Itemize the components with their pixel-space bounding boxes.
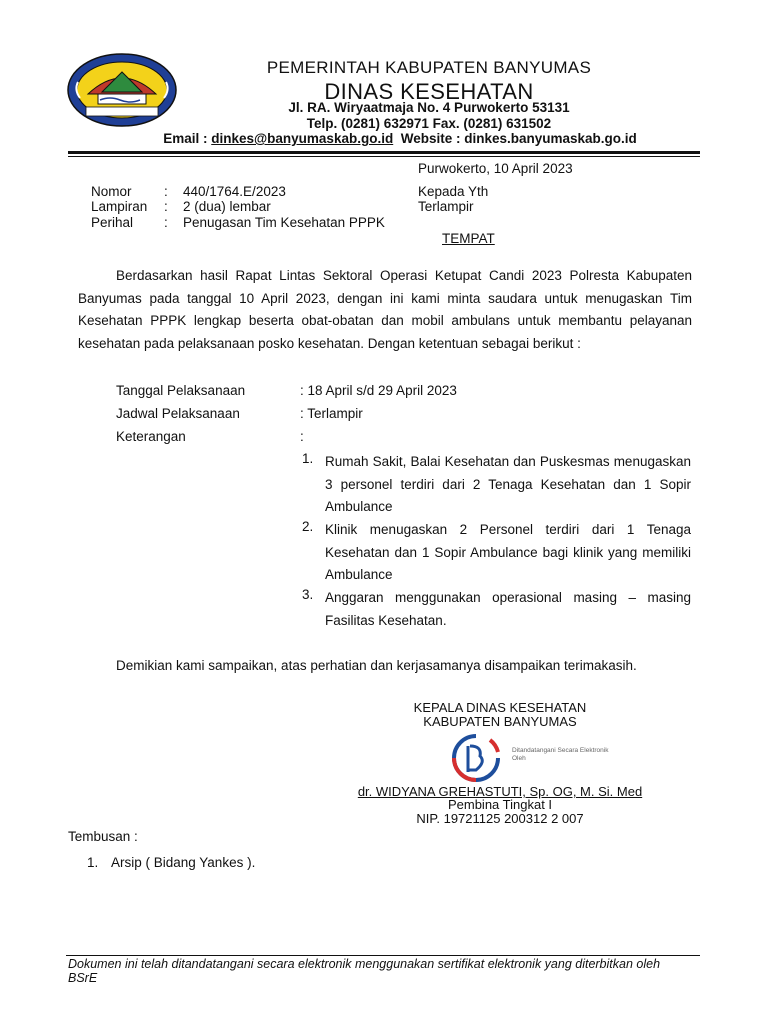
detail-value-tanggal: : 18 April s/d 29 April 2023 <box>300 383 457 398</box>
perihal-colon: : <box>164 215 168 230</box>
list-item: Klinik menugaskan 2 Personel terdiri dari 1 Tenaga Kesehatan dan 1 Sopir Ambulance bagi klinik yang memiliki Ambulance <box>325 522 691 583</box>
footer-rule <box>66 955 700 956</box>
list-item-number: 3. <box>302 587 314 602</box>
detail-label-tanggal: Tanggal Pelaksanaan <box>116 383 246 398</box>
letterhead-government: PEMERINTAH KABUPATEN BANYUMAS <box>266 58 592 77</box>
detail-label-jadwal: Jadwal Pelaksanaan <box>116 406 240 421</box>
detail-label-keterangan: Keterangan <box>116 429 186 444</box>
body-paragraph: Berdasarkan hasil Rapat Lintas Sektoral Operasi Ketupat Candi 2023 Polresta Kabupaten Banyumas pada tanggal 10 April 2023, dengan ini kami minta saudara untuk menugaskan Tim Kesehatan PPPK lengkap beserta obat-obatan dan mobil ambulans untuk membantu pelayanan kesehatan pada pelaksanaan posko kesehatan. Dengan ketentuan sebagai berikut : <box>78 268 692 351</box>
email-link[interactable]: dinkes@banyumaskab.go.id <box>211 131 394 146</box>
bsre-caption: Ditandatangani Secara Elektronik Oleh <box>512 747 609 762</box>
perihal-value: Penugasan Tim Kesehatan PPPK <box>183 215 385 230</box>
lampiran-value: 2 (dua) lembar <box>183 199 271 214</box>
recipient-place: TEMPAT <box>442 231 495 246</box>
list-item: Rumah Sakit, Balai Kesehatan dan Puskesmas menugaskan 3 personel terdiri dari 2 Tenaga Kesehatan dan 1 Sopir Ambulance <box>325 454 691 515</box>
letterhead-rule-thick <box>68 151 700 154</box>
detail-value-jadwal: : Terlampir <box>300 406 363 421</box>
recipient-greeting: Kepada Yth <box>418 184 489 199</box>
perihal-label: Perihal <box>91 215 134 230</box>
signer-rank: Pembina Tingkat I <box>447 797 553 812</box>
recipient-name: Terlampir <box>418 199 474 214</box>
footer-note: Dokumen ini telah ditandatangani secara elektronik menggunakan sertifikat elektronik yang diterbitkan oleh BSrE <box>68 957 661 985</box>
letterhead-agency: DINAS KESEHATAN <box>324 79 534 104</box>
signer-name: dr. WIDYANA GREHASTUTI, Sp. OG, M. Si. Med <box>357 784 643 799</box>
list-item-number: 2. <box>302 519 314 534</box>
email-label: Email : <box>163 131 212 146</box>
banyumas-seal-icon <box>66 52 178 128</box>
nomor-label: Nomor <box>91 184 132 199</box>
nomor-value: 440/1764.E/2023 <box>183 184 286 199</box>
website-text: Website : dinkes.banyumaskab.go.id <box>400 131 637 146</box>
lampiran-colon: : <box>164 199 168 214</box>
bsre-logo-icon <box>446 732 506 784</box>
letter-date: Purwokerto, 10 April 2023 <box>418 161 573 176</box>
signer-title-2: KABUPATEN BANYUMAS <box>423 714 577 729</box>
closing-paragraph: Demikian kami sampaikan, atas perhatian dan kerjasamanya disampaikan terimakasih. <box>116 658 637 673</box>
letterhead-contact <box>100 131 700 146</box>
letterhead-phone: Telp. (0281) 632971 Fax. (0281) 631502 <box>306 116 552 131</box>
tembusan-item: Arsip ( Bidang Yankes ). <box>111 855 256 870</box>
letterhead-rule-thin <box>68 156 700 157</box>
detail-value-keterangan: : <box>300 429 304 444</box>
tembusan-item-number: 1. <box>87 855 99 870</box>
list-item: Anggaran menggunakan operasional masing – masing Fasilitas Kesehatan. <box>325 590 691 628</box>
list-item-number: 1. <box>302 451 314 466</box>
tembusan-label: Tembusan : <box>68 829 138 844</box>
signer-nip: NIP. 19721125 200312 2 007 <box>416 811 584 826</box>
nomor-colon: : <box>164 184 168 199</box>
lampiran-label: Lampiran <box>91 199 148 214</box>
letterhead-address: Jl. RA. Wiryaatmaja No. 4 Purwokerto 53131 <box>288 100 570 115</box>
signer-title-1: KEPALA DINAS KESEHATAN <box>413 700 587 715</box>
